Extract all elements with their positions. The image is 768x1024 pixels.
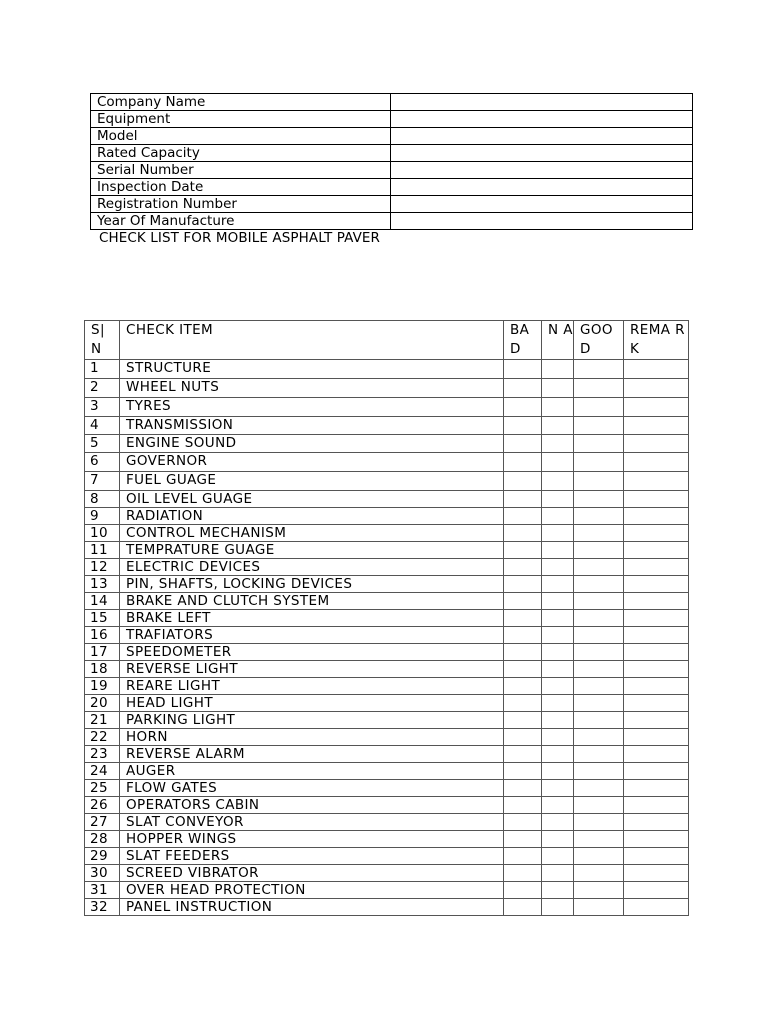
info-label: Inspection Date: [91, 179, 391, 196]
checklist-row: [85, 417, 689, 435]
remark-cell[interactable]: [624, 379, 689, 398]
remark-cell[interactable]: [624, 763, 689, 780]
remark-cell[interactable]: [624, 882, 689, 899]
row-check-item: SLAT FEEDERS: [120, 848, 504, 865]
checklist-row: [85, 491, 689, 508]
row-check-item: PANEL INSTRUCTION: [120, 899, 504, 916]
row-serial-number: 31: [85, 882, 120, 899]
na-cell[interactable]: [542, 627, 574, 644]
row-check-item: TEMPRATURE GUAGE: [120, 542, 504, 559]
remark-cell[interactable]: [624, 525, 689, 542]
checklist-row: [85, 695, 689, 712]
na-cell[interactable]: [542, 678, 574, 695]
row-check-item: TRANSMISSION: [120, 417, 504, 435]
good-cell[interactable]: [574, 831, 624, 848]
checklist-row: [85, 848, 689, 865]
bad-cell[interactable]: [504, 360, 542, 379]
row-serial-number: 4: [85, 417, 120, 435]
remark-cell[interactable]: [624, 865, 689, 882]
remark-cell[interactable]: [624, 695, 689, 712]
row-serial-number: 19: [85, 678, 120, 695]
good-cell[interactable]: [574, 899, 624, 916]
row-check-item: REVERSE ALARM: [120, 746, 504, 763]
row-check-item: HEAD LIGHT: [120, 695, 504, 712]
info-row: [91, 213, 693, 230]
bad-cell[interactable]: [504, 491, 542, 508]
row-serial-number: 23: [85, 746, 120, 763]
bad-cell[interactable]: [504, 780, 542, 797]
bad-cell[interactable]: [504, 797, 542, 814]
row-serial-number: 10: [85, 525, 120, 542]
na-cell[interactable]: [542, 559, 574, 576]
row-serial-number: 3: [85, 398, 120, 417]
remark-cell[interactable]: [624, 712, 689, 729]
remark-cell[interactable]: [624, 848, 689, 865]
good-cell[interactable]: [574, 398, 624, 417]
checklist-row: [85, 435, 689, 453]
row-check-item: BRAKE LEFT: [120, 610, 504, 627]
row-check-item: AUGER: [120, 763, 504, 780]
row-check-item: CONTROL MECHANISM: [120, 525, 504, 542]
checklist-row: [85, 525, 689, 542]
info-label: Serial Number: [91, 162, 391, 179]
na-cell[interactable]: [542, 610, 574, 627]
row-check-item: TRAFIATORS: [120, 627, 504, 644]
info-label: Model: [91, 128, 391, 145]
checklist-row: [85, 360, 689, 379]
na-cell[interactable]: [542, 472, 574, 491]
good-cell[interactable]: [574, 453, 624, 472]
info-row: [91, 94, 693, 111]
remark-cell[interactable]: [624, 491, 689, 508]
bad-cell[interactable]: [504, 610, 542, 627]
checklist-row: [85, 453, 689, 472]
na-cell[interactable]: [542, 746, 574, 763]
row-serial-number: 26: [85, 797, 120, 814]
na-cell[interactable]: [542, 508, 574, 525]
header-check-item: CHECK ITEM: [120, 321, 504, 360]
na-cell[interactable]: [542, 763, 574, 780]
row-serial-number: 17: [85, 644, 120, 661]
remark-cell[interactable]: [624, 360, 689, 379]
checklist-row: [85, 661, 689, 678]
checklist-row: [85, 627, 689, 644]
checklist-row: [85, 508, 689, 525]
remark-cell[interactable]: [624, 797, 689, 814]
row-serial-number: 16: [85, 627, 120, 644]
bad-cell[interactable]: [504, 814, 542, 831]
row-check-item: SCREED VIBRATOR: [120, 865, 504, 882]
info-label: Company Name: [91, 94, 391, 111]
remark-cell[interactable]: [624, 576, 689, 593]
row-serial-number: 28: [85, 831, 120, 848]
na-cell[interactable]: [542, 435, 574, 453]
bad-cell[interactable]: [504, 763, 542, 780]
good-cell[interactable]: [574, 661, 624, 678]
row-serial-number: 15: [85, 610, 120, 627]
checklist-row: [85, 542, 689, 559]
remark-cell[interactable]: [624, 508, 689, 525]
row-check-item: REVERSE LIGHT: [120, 661, 504, 678]
good-cell[interactable]: [574, 644, 624, 661]
remark-cell[interactable]: [624, 678, 689, 695]
row-check-item: ELECTRIC DEVICES: [120, 559, 504, 576]
checklist-row: [85, 882, 689, 899]
row-check-item: FLOW GATES: [120, 780, 504, 797]
row-serial-number: 32: [85, 899, 120, 916]
good-cell[interactable]: [574, 542, 624, 559]
row-serial-number: 21: [85, 712, 120, 729]
info-value-field[interactable]: [391, 94, 693, 111]
row-serial-number: 12: [85, 559, 120, 576]
header-sn: S| N: [85, 321, 120, 360]
bad-cell[interactable]: [504, 831, 542, 848]
bad-cell[interactable]: [504, 865, 542, 882]
na-cell[interactable]: [542, 644, 574, 661]
bad-cell[interactable]: [504, 882, 542, 899]
row-check-item: STRUCTURE: [120, 360, 504, 379]
good-cell[interactable]: [574, 379, 624, 398]
info-label: Year Of Manufacture: [91, 213, 391, 230]
row-check-item: OPERATORS CABIN: [120, 797, 504, 814]
bad-cell[interactable]: [504, 627, 542, 644]
info-row: [91, 196, 693, 213]
good-cell[interactable]: [574, 576, 624, 593]
checklist-table: [84, 320, 689, 916]
checklist-row: [85, 644, 689, 661]
header-remark: REMA RK: [624, 321, 689, 360]
row-check-item: ENGINE SOUND: [120, 435, 504, 453]
info-row: [91, 179, 693, 196]
remark-cell[interactable]: [624, 661, 689, 678]
remark-cell[interactable]: [624, 559, 689, 576]
row-serial-number: 13: [85, 576, 120, 593]
good-cell[interactable]: [574, 525, 624, 542]
row-serial-number: 2: [85, 379, 120, 398]
na-cell[interactable]: [542, 593, 574, 610]
row-serial-number: 24: [85, 763, 120, 780]
row-serial-number: 20: [85, 695, 120, 712]
row-serial-number: 22: [85, 729, 120, 746]
remark-cell[interactable]: [624, 435, 689, 453]
na-cell[interactable]: [542, 831, 574, 848]
row-check-item: OIL LEVEL GUAGE: [120, 491, 504, 508]
remark-cell[interactable]: [624, 627, 689, 644]
remark-cell[interactable]: [624, 417, 689, 435]
good-cell[interactable]: [574, 865, 624, 882]
remark-cell[interactable]: [624, 780, 689, 797]
remark-cell[interactable]: [624, 644, 689, 661]
bad-cell[interactable]: [504, 695, 542, 712]
bad-cell[interactable]: [504, 453, 542, 472]
good-cell[interactable]: [574, 360, 624, 379]
na-cell[interactable]: [542, 899, 574, 916]
na-cell[interactable]: [542, 379, 574, 398]
na-cell[interactable]: [542, 729, 574, 746]
good-cell[interactable]: [574, 472, 624, 491]
row-check-item: FUEL GUAGE: [120, 472, 504, 491]
checklist-row: [85, 559, 689, 576]
row-check-item: REARE LIGHT: [120, 678, 504, 695]
row-check-item: RADIATION: [120, 508, 504, 525]
bad-cell[interactable]: [504, 542, 542, 559]
header-bad: BA D: [504, 321, 542, 360]
na-cell[interactable]: [542, 865, 574, 882]
info-value-field[interactable]: [391, 111, 693, 128]
good-cell[interactable]: [574, 729, 624, 746]
good-cell[interactable]: [574, 435, 624, 453]
bad-cell[interactable]: [504, 712, 542, 729]
good-cell[interactable]: [574, 848, 624, 865]
row-check-item: HOPPER WINGS: [120, 831, 504, 848]
remark-cell[interactable]: [624, 831, 689, 848]
good-cell[interactable]: [574, 814, 624, 831]
checklist-body: [85, 360, 689, 916]
info-row: [91, 128, 693, 145]
checklist-row: [85, 814, 689, 831]
bad-cell[interactable]: [504, 472, 542, 491]
na-cell[interactable]: [542, 695, 574, 712]
na-cell[interactable]: [542, 814, 574, 831]
good-cell[interactable]: [574, 763, 624, 780]
bad-cell[interactable]: [504, 576, 542, 593]
checklist-row: [85, 576, 689, 593]
remark-cell[interactable]: [624, 899, 689, 916]
bad-cell[interactable]: [504, 848, 542, 865]
row-check-item: GOVERNOR: [120, 453, 504, 472]
row-serial-number: 7: [85, 472, 120, 491]
good-cell[interactable]: [574, 695, 624, 712]
info-row: [91, 111, 693, 128]
bad-cell[interactable]: [504, 746, 542, 763]
row-check-item: WHEEL NUTS: [120, 379, 504, 398]
row-check-item: HORN: [120, 729, 504, 746]
good-cell[interactable]: [574, 780, 624, 797]
good-cell[interactable]: [574, 746, 624, 763]
checklist-row: [85, 712, 689, 729]
good-cell[interactable]: [574, 491, 624, 508]
row-serial-number: 1: [85, 360, 120, 379]
checklist-header-row: [85, 321, 689, 360]
bad-cell[interactable]: [504, 435, 542, 453]
info-label: Registration Number: [91, 196, 391, 213]
checklist-row: [85, 865, 689, 882]
good-cell[interactable]: [574, 593, 624, 610]
bad-cell[interactable]: [504, 661, 542, 678]
row-serial-number: 29: [85, 848, 120, 865]
na-cell[interactable]: [542, 848, 574, 865]
bad-cell[interactable]: [504, 678, 542, 695]
bad-cell[interactable]: [504, 644, 542, 661]
info-value-field[interactable]: [391, 128, 693, 145]
good-cell[interactable]: [574, 508, 624, 525]
bad-cell[interactable]: [504, 559, 542, 576]
checklist-row: [85, 379, 689, 398]
remark-cell[interactable]: [624, 542, 689, 559]
na-cell[interactable]: [542, 453, 574, 472]
na-cell[interactable]: [542, 491, 574, 508]
na-cell[interactable]: [542, 712, 574, 729]
checklist-row: [85, 729, 689, 746]
na-cell[interactable]: [542, 661, 574, 678]
checklist-row: [85, 899, 689, 916]
info-label: Equipment: [91, 111, 391, 128]
row-serial-number: 11: [85, 542, 120, 559]
checklist-row: [85, 780, 689, 797]
na-cell[interactable]: [542, 797, 574, 814]
na-cell[interactable]: [542, 882, 574, 899]
checklist-title: CHECK LIST FOR MOBILE ASPHALT PAVER: [99, 230, 381, 246]
good-cell[interactable]: [574, 797, 624, 814]
info-value-field[interactable]: [391, 145, 693, 162]
good-cell[interactable]: [574, 678, 624, 695]
bad-cell[interactable]: [504, 508, 542, 525]
bad-cell[interactable]: [504, 379, 542, 398]
info-value-field[interactable]: [391, 162, 693, 179]
bad-cell[interactable]: [504, 398, 542, 417]
row-check-item: SPEEDOMETER: [120, 644, 504, 661]
info-row: [91, 162, 693, 179]
header-na: N A: [542, 321, 574, 360]
row-check-item: TYRES: [120, 398, 504, 417]
na-cell[interactable]: [542, 542, 574, 559]
row-serial-number: 8: [85, 491, 120, 508]
good-cell[interactable]: [574, 712, 624, 729]
na-cell[interactable]: [542, 398, 574, 417]
checklist-row: [85, 746, 689, 763]
row-serial-number: 6: [85, 453, 120, 472]
row-check-item: PIN, SHAFTS, LOCKING DEVICES: [120, 576, 504, 593]
row-check-item: PARKING LIGHT: [120, 712, 504, 729]
info-row: [91, 145, 693, 162]
remark-cell[interactable]: [624, 746, 689, 763]
good-cell[interactable]: [574, 417, 624, 435]
good-cell[interactable]: [574, 882, 624, 899]
row-serial-number: 9: [85, 508, 120, 525]
info-value-field[interactable]: [391, 196, 693, 213]
remark-cell[interactable]: [624, 472, 689, 491]
row-serial-number: 5: [85, 435, 120, 453]
checklist-row: [85, 763, 689, 780]
row-serial-number: 18: [85, 661, 120, 678]
checklist-row: [85, 678, 689, 695]
equipment-info-body: [91, 94, 693, 230]
checklist-row: [85, 472, 689, 491]
bad-cell[interactable]: [504, 525, 542, 542]
row-check-item: BRAKE AND CLUTCH SYSTEM: [120, 593, 504, 610]
remark-cell[interactable]: [624, 453, 689, 472]
checklist-row: [85, 797, 689, 814]
row-check-item: SLAT CONVEYOR: [120, 814, 504, 831]
remark-cell[interactable]: [624, 398, 689, 417]
good-cell[interactable]: [574, 559, 624, 576]
info-value-field[interactable]: [391, 213, 693, 230]
remark-cell[interactable]: [624, 729, 689, 746]
info-label: Rated Capacity: [91, 145, 391, 162]
bad-cell[interactable]: [504, 729, 542, 746]
row-serial-number: 30: [85, 865, 120, 882]
equipment-info-table: [90, 93, 693, 230]
checklist-row: [85, 610, 689, 627]
bad-cell[interactable]: [504, 417, 542, 435]
good-cell[interactable]: [574, 610, 624, 627]
na-cell[interactable]: [542, 360, 574, 379]
bad-cell[interactable]: [504, 593, 542, 610]
checklist-row: [85, 831, 689, 848]
checklist-row: [85, 593, 689, 610]
remark-cell[interactable]: [624, 610, 689, 627]
row-check-item: OVER HEAD PROTECTION: [120, 882, 504, 899]
remark-cell[interactable]: [624, 593, 689, 610]
na-cell[interactable]: [542, 417, 574, 435]
header-good: GOO D: [574, 321, 624, 360]
row-serial-number: 27: [85, 814, 120, 831]
na-cell[interactable]: [542, 780, 574, 797]
row-serial-number: 25: [85, 780, 120, 797]
na-cell[interactable]: [542, 525, 574, 542]
remark-cell[interactable]: [624, 814, 689, 831]
row-serial-number: 14: [85, 593, 120, 610]
info-value-field[interactable]: [391, 179, 693, 196]
good-cell[interactable]: [574, 627, 624, 644]
na-cell[interactable]: [542, 576, 574, 593]
checklist-row: [85, 398, 689, 417]
bad-cell[interactable]: [504, 899, 542, 916]
